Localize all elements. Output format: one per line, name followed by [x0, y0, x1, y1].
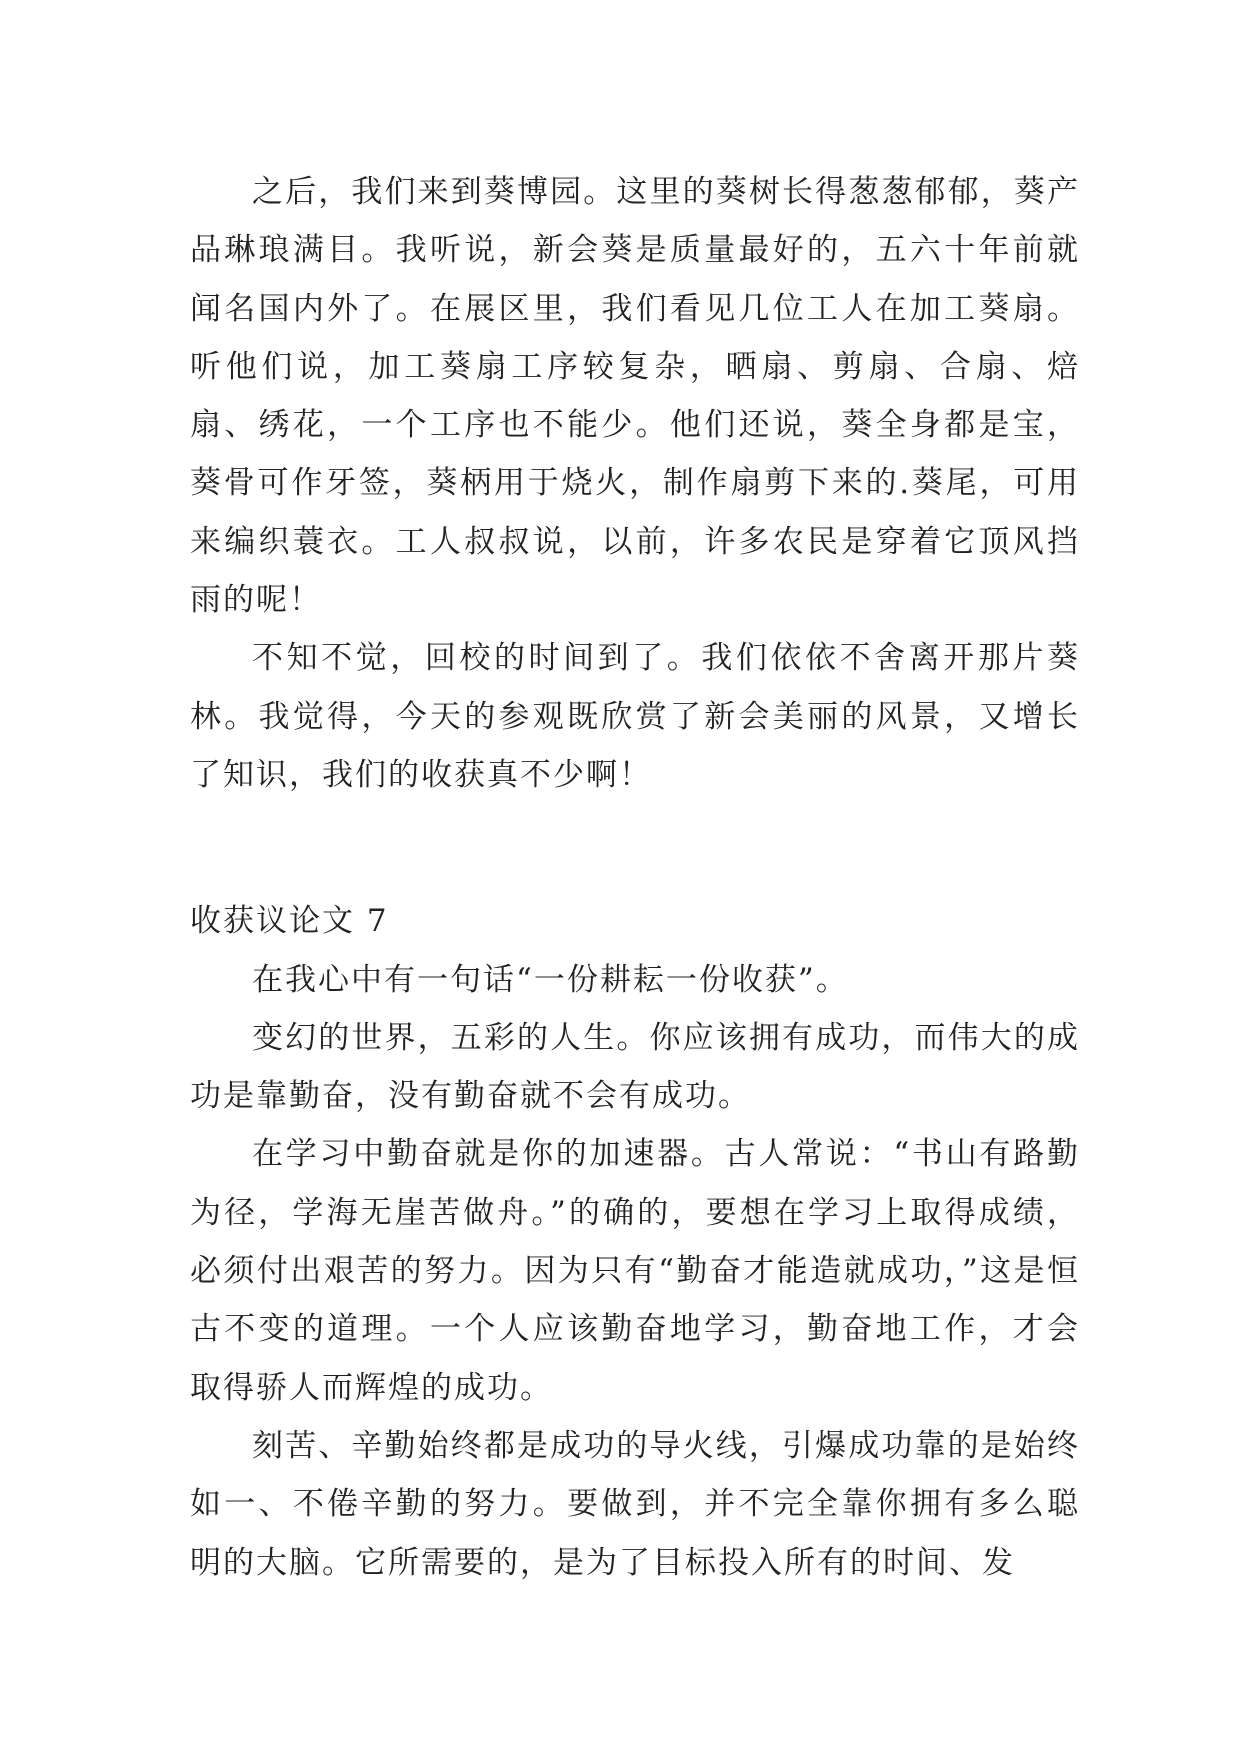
paragraph: 不知不觉，回校的时间到了。我们依依不舍离开那片葵林。我觉得，今天的参观既欣赏了新会美丽的风景，又增长了知识，我们的收获真不少啊！ [190, 640, 1080, 793]
paragraph: 在我心中有一句话“一份耕耘一份收获”。 [252, 961, 849, 998]
paragraph: 在学习中勤奋就是你的加速器。古人常说：“书山有路勤为径，学海无崖苦做舟。”的确的，要想在学习上取得成绩，必须付出艰苦的努力。因为只有“勤奋才能造就成功，”这是恒古不变的道理。一个人应该勤奋地学习，勤奋地工作，才会取得骄人而辉煌的成功。 [190, 1136, 1080, 1406]
paragraph: 刻苦、辛勤始终都是成功的导火线，引爆成功靠的是始终如一、不倦辛勤的努力。要做到，并不完全靠你拥有多么聪明的大脑。它所需要的，是为了目标投入所有的时间、发 [190, 1427, 1080, 1581]
section-gap [190, 804, 1080, 892]
document-body [190, 163, 1080, 1592]
section-title: 收获议论文 7 [190, 903, 389, 940]
paragraph: 之后，我们来到葵博园。这里的葵树长得葱葱郁郁，葵产品琳琅满目。我听说，新会葵是质量最好的，五六十年前就闻名国内外了。在展区里，我们看见几位工人在加工葵扇。听他们说，加工葵扇工序较复杂，晒扇、剪扇、合扇、焙扇、绣花，一个工序也不能少。他们还说，葵全身都是宝，葵骨可作牙签，葵柄用于烧火，制作扇剪下来的.葵尾，可用来编织蓑衣。工人叔叔说，以前，许多农民是穿着它顶风挡雨的呢！ [190, 174, 1080, 619]
paragraph: 变幻的世界，五彩的人生。你应该拥有成功，而伟大的成功是靠勤奋，没有勤奋就不会有成功。 [190, 1019, 1080, 1115]
